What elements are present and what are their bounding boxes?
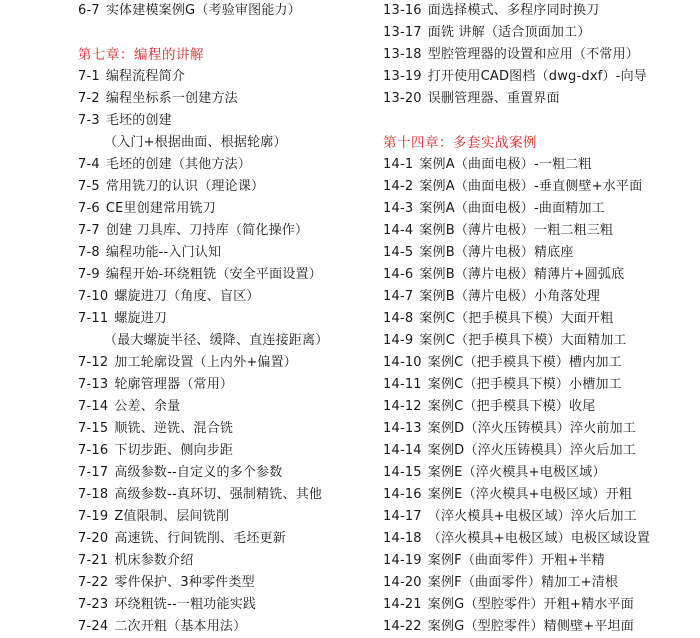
toc-item-title: 螺旋进刀（角度、盲区）	[114, 289, 260, 304]
toc-item	[78, 418, 378, 440]
toc-item	[78, 88, 378, 110]
toc-item-number: 14-18	[383, 531, 422, 546]
toc-item-title: 案例B（薄片电极）小角落处理	[419, 289, 601, 304]
toc-item-title: 高级参数--自定义的多个参数	[114, 465, 283, 480]
toc-item-number: 7-12	[78, 355, 109, 370]
toc-item-title: 零件保护、3种零件类型	[114, 575, 255, 590]
toc-item	[383, 528, 698, 550]
toc-item-number: 7-24	[78, 619, 109, 634]
toc-item	[78, 0, 378, 22]
toc-item	[383, 330, 698, 352]
toc-item-title: 案例B（薄片电极）精薄片+圆弧底	[419, 267, 625, 282]
toc-item-title: 面选择模式、多程序同时换刀	[427, 3, 600, 18]
toc-item	[383, 308, 698, 330]
toc-item-title: 公差、余量	[114, 399, 181, 414]
toc-item-number: 7-20	[78, 531, 109, 546]
toc-item	[78, 396, 378, 418]
toc-item	[78, 506, 378, 528]
toc-item	[383, 484, 698, 506]
spacer	[78, 22, 378, 44]
toc-item	[383, 594, 698, 616]
toc-item-title: 创建 刀具库、刀持库（简化操作）	[105, 223, 309, 238]
toc-item-title: 案例C（把手模具下模）收尾	[427, 399, 596, 414]
toc-item-number: 14-11	[383, 377, 422, 392]
toc-item-title: 案例D（淬火压铸模具）淬火前加工	[427, 421, 636, 436]
toc-item-number: 7-6	[78, 201, 100, 216]
chapter-heading: 第十四章：多套实战案例	[383, 135, 537, 151]
toc-item-title: 案例E（淬火模具+电极区域）开粗	[427, 487, 633, 502]
toc-item-title: CE里创建常用铣刀	[105, 201, 216, 216]
toc-item-number: 14-5	[383, 245, 414, 260]
toc-item	[383, 418, 698, 440]
toc-item-number: 13-16	[383, 3, 422, 18]
toc-item	[383, 286, 698, 308]
toc-item	[78, 154, 378, 176]
toc-item	[78, 176, 378, 198]
toc-item-number: 14-20	[383, 575, 422, 590]
toc-item	[78, 308, 378, 330]
toc-item-number: 7-10	[78, 289, 109, 304]
toc-item-number: 14-16	[383, 487, 422, 502]
toc-item	[78, 616, 378, 638]
toc-item-number: 7-14	[78, 399, 109, 414]
toc-item-number: 14-10	[383, 355, 422, 370]
toc-item	[78, 220, 378, 242]
toc-item-title: 案例G（型腔零件）精侧壁+平坦面	[427, 619, 634, 634]
toc-item-title: 误删管理器、重置界面	[427, 91, 560, 106]
toc-item	[383, 44, 698, 66]
toc-item-number: 7-15	[78, 421, 109, 436]
spacer	[383, 110, 698, 132]
toc-item-title: （淬火模具+电极区域）淬火后加工	[427, 509, 637, 524]
toc-item-title: 编程流程简介	[105, 69, 186, 84]
toc-item	[78, 242, 378, 264]
toc-item-number: 14-4	[383, 223, 414, 238]
toc-item	[78, 484, 378, 506]
toc-item-title: 高速铣、行间铣削、毛坯更新	[114, 531, 286, 546]
toc-item	[78, 374, 378, 396]
toc-item-title: 下切步距、侧向步距	[114, 443, 234, 458]
toc-item-continuation: （最大螺旋半径、缓降、直连接距离）	[104, 333, 329, 348]
toc-item	[383, 616, 698, 638]
toc-item	[78, 440, 378, 462]
toc-item	[383, 0, 698, 22]
toc-item-number: 14-9	[383, 333, 414, 348]
left-column	[78, 0, 378, 638]
toc-item-number: 14-14	[383, 443, 422, 458]
toc-item	[78, 198, 378, 220]
toc-item-title: 打开使用CAD图档（dwg-dxf）-向导	[427, 69, 648, 84]
toc-item-title: 高级参数--真环切、强制精铣、其他	[114, 487, 323, 502]
toc-item-number: 13-19	[383, 69, 422, 84]
toc-item	[383, 66, 698, 88]
toc-item-number: 7-19	[78, 509, 109, 524]
toc-item-number: 7-1	[78, 69, 100, 84]
toc-item-number: 14-7	[383, 289, 414, 304]
toc-item	[383, 374, 698, 396]
toc-item-title: 案例A（曲面电极）-一粗二粗	[419, 157, 592, 172]
toc-item-title: 毛坯的创建	[105, 113, 172, 128]
toc-item	[383, 198, 698, 220]
toc-item	[383, 264, 698, 286]
toc-item-number: 14-2	[383, 179, 414, 194]
toc-item	[383, 550, 698, 572]
toc-item-number: 7-5	[78, 179, 100, 194]
toc-item	[78, 528, 378, 550]
toc-item-number: 7-4	[78, 157, 100, 172]
toc-item	[78, 572, 378, 594]
toc-item-title: 实体建模案例G（考验审图能力）	[105, 3, 301, 18]
toc-item	[78, 110, 378, 132]
toc-item-title: 案例C（把手模具下模）大面精加工	[419, 333, 627, 348]
toc-item-title: 案例B（薄片电极）一粗二粗三粗	[419, 223, 614, 238]
toc-item-title: （淬火模具+电极区域）电极区域设置	[427, 531, 651, 546]
toc-item-title: 案例D（淬火压铸模具）淬火后加工	[427, 443, 636, 458]
chapter-heading: 第七章：编程的讲解	[78, 47, 204, 63]
toc-item-title: 案例A（曲面电极）-曲面精加工	[419, 201, 605, 216]
toc-item	[78, 462, 378, 484]
toc-item	[383, 154, 698, 176]
toc-item-number: 14-19	[383, 553, 422, 568]
toc-item-number: 14-3	[383, 201, 414, 216]
toc-item	[383, 440, 698, 462]
toc-item	[78, 286, 378, 308]
toc-item	[383, 462, 698, 484]
toc-item-title: 编程开始-环绕粗铣（安全平面设置）	[105, 267, 322, 282]
toc-item	[383, 572, 698, 594]
toc-item-number: 7-21	[78, 553, 109, 568]
toc-item-title: 编程功能--入门认知	[105, 245, 222, 260]
toc-item-number: 7-22	[78, 575, 109, 590]
toc-item-number: 7-2	[78, 91, 100, 106]
toc-item	[383, 396, 698, 418]
toc-item-number: 7-7	[78, 223, 100, 238]
toc-item	[383, 22, 698, 44]
toc-item-title: 案例C（把手模具下模）大面开粗	[419, 311, 614, 326]
toc-item-title: 案例F（曲面零件）精加工+清根	[427, 575, 619, 590]
toc-item-title: 案例E（淬火模具+电极区域）	[427, 465, 606, 480]
toc-item-title: 案例G（型腔零件）开粗+精水平面	[427, 597, 634, 612]
toc-item	[78, 264, 378, 286]
toc-item	[383, 220, 698, 242]
toc-item-title: 案例C（把手模具下模）槽内加工	[427, 355, 622, 370]
toc-item-number: 14-8	[383, 311, 414, 326]
toc-item-title: 常用铣刀的认识（理论课）	[105, 179, 265, 194]
toc-item-number: 14-13	[383, 421, 422, 436]
toc-item	[383, 352, 698, 374]
toc-item	[78, 550, 378, 572]
toc-item-title: 案例F（曲面零件）开粗+半精	[427, 553, 605, 568]
toc-item-title: 案例A（曲面电极）-垂直侧壁+水平面	[419, 179, 643, 194]
toc-item-number: 7-8	[78, 245, 100, 260]
toc-item-number: 7-23	[78, 597, 109, 612]
toc-item-number: 7-17	[78, 465, 109, 480]
toc-item	[383, 88, 698, 110]
toc-item-number: 7-16	[78, 443, 109, 458]
toc-item-number: 14-12	[383, 399, 422, 414]
toc-item-continuation: （入门+根据曲面、根据轮廓）	[104, 135, 287, 150]
toc-item-number: 14-17	[383, 509, 422, 524]
toc-item-title: 编程坐标系一创建方法	[105, 91, 238, 106]
toc-item-number: 6-7	[78, 3, 100, 18]
toc-item-title: 机床参数介绍	[114, 553, 194, 568]
toc-item-number: 14-1	[383, 157, 414, 172]
toc-item-title: 二次开粗（基本用法）	[114, 619, 247, 634]
toc-item-number: 7-11	[78, 311, 109, 326]
toc-item-number: 14-15	[383, 465, 422, 480]
toc-item-number: 13-17	[383, 25, 422, 40]
toc-item	[78, 594, 378, 616]
toc-item-number: 14-6	[383, 267, 414, 282]
toc-item-title: 轮廓管理器（常用）	[114, 377, 234, 392]
toc-item-title: 案例C（把手模具下模）小槽加工	[427, 377, 622, 392]
toc-item-title: 螺旋进刀	[114, 311, 168, 326]
toc-item-number: 7-13	[78, 377, 109, 392]
toc-item-number: 13-20	[383, 91, 422, 106]
toc-item-number: 7-18	[78, 487, 109, 502]
toc-item	[383, 506, 698, 528]
toc-item	[383, 176, 698, 198]
toc-item-title: 案例B（薄片电极）精底座	[419, 245, 574, 260]
toc-item-title: 顺铣、逆铣、混合铣	[114, 421, 234, 436]
toc-item	[383, 242, 698, 264]
right-column	[383, 0, 698, 638]
toc-item	[78, 352, 378, 374]
toc-item-title: Z值限制、层间铣削	[114, 509, 230, 524]
toc-item-number: 7-3	[78, 113, 100, 128]
toc-item-title: 面铣 讲解（适合顶面加工）	[427, 25, 591, 40]
toc-item-title: 加工轮廓设置（上内外+偏置）	[114, 355, 298, 370]
toc-item-number: 7-9	[78, 267, 100, 282]
toc-item-title: 型腔管理器的设置和应用（不常用）	[427, 47, 639, 62]
toc-item-title: 毛坯的创建（其他方法）	[105, 157, 252, 172]
toc-item-number: 14-21	[383, 597, 422, 612]
toc-item-number: 14-22	[383, 619, 422, 634]
toc-item-title: 环绕粗铣--一粗功能实践	[114, 597, 257, 612]
toc-item-number: 13-18	[383, 47, 422, 62]
toc-item	[78, 66, 378, 88]
